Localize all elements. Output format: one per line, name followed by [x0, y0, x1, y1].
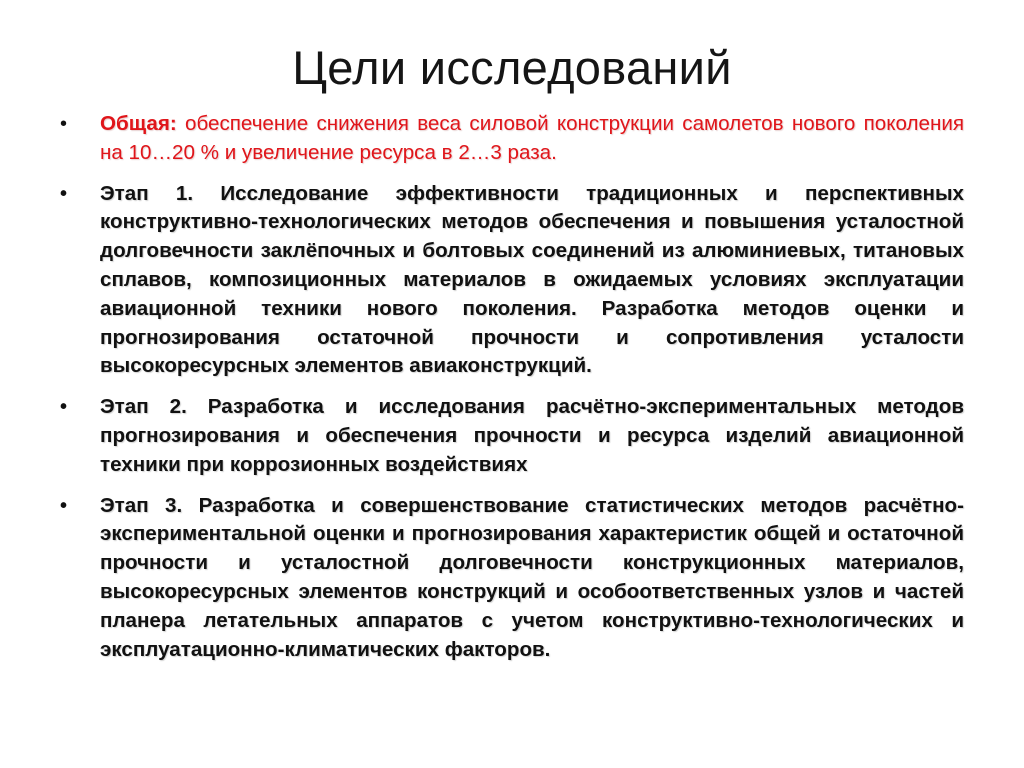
bullet-icon: • — [60, 396, 68, 419]
goal-stage-3-text: Этап 3. Разработка и совершенствование статистических методов расчётно-экспериментальной оценки и прогнозирования характеристик общей и остаточной прочности и усталостной долговечности конструкционных материалов, высокоресурсных элементов конструкций и особоответственных узлов и частей планера летательных аппаратов с учетом конструктивно-технологических и эксплуатационно-климатических факторов. — [100, 493, 964, 661]
goal-stage-2 — [60, 393, 964, 479]
goal-stage-3 — [60, 492, 964, 665]
goal-general — [60, 110, 964, 168]
goal-stage-2-text: Этап 2. Разработка и исследования расчётно-экспериментальных методов прогнозирования и обеспечения прочности и ресурса изделий авиационной техники при коррозионных воздействиях — [100, 395, 964, 476]
goal-general-label: Общая: — [100, 112, 177, 135]
bullet-icon: • — [60, 182, 68, 205]
goal-general-text: обеспечение снижения веса силовой конструкции самолетов нового поколения на 10…20 % и увеличение ресурса в 2…3 раза. — [100, 112, 964, 164]
goals-list — [60, 110, 964, 664]
slide-title: Цели исследований — [292, 41, 732, 94]
goal-stage-1 — [60, 180, 964, 382]
bullet-icon: • — [60, 494, 68, 517]
bullet-icon: • — [60, 113, 68, 135]
goal-stage-1-text: Этап 1. Исследование эффективности традиционных и перспективных конструктивно-технологических методов обеспечения и повышения усталостной долговечности заклёпочных и болтовых соединений из алюминиевых, титановых сплавов, композиционных материалов в ожидаемых условиях эксплуатации авиационной техники нового поколения. Разработка методов оценки и прогнозирования остаточной прочности и сопротивления усталости высокоресурсных элементов авиаконструкций. — [100, 181, 964, 378]
